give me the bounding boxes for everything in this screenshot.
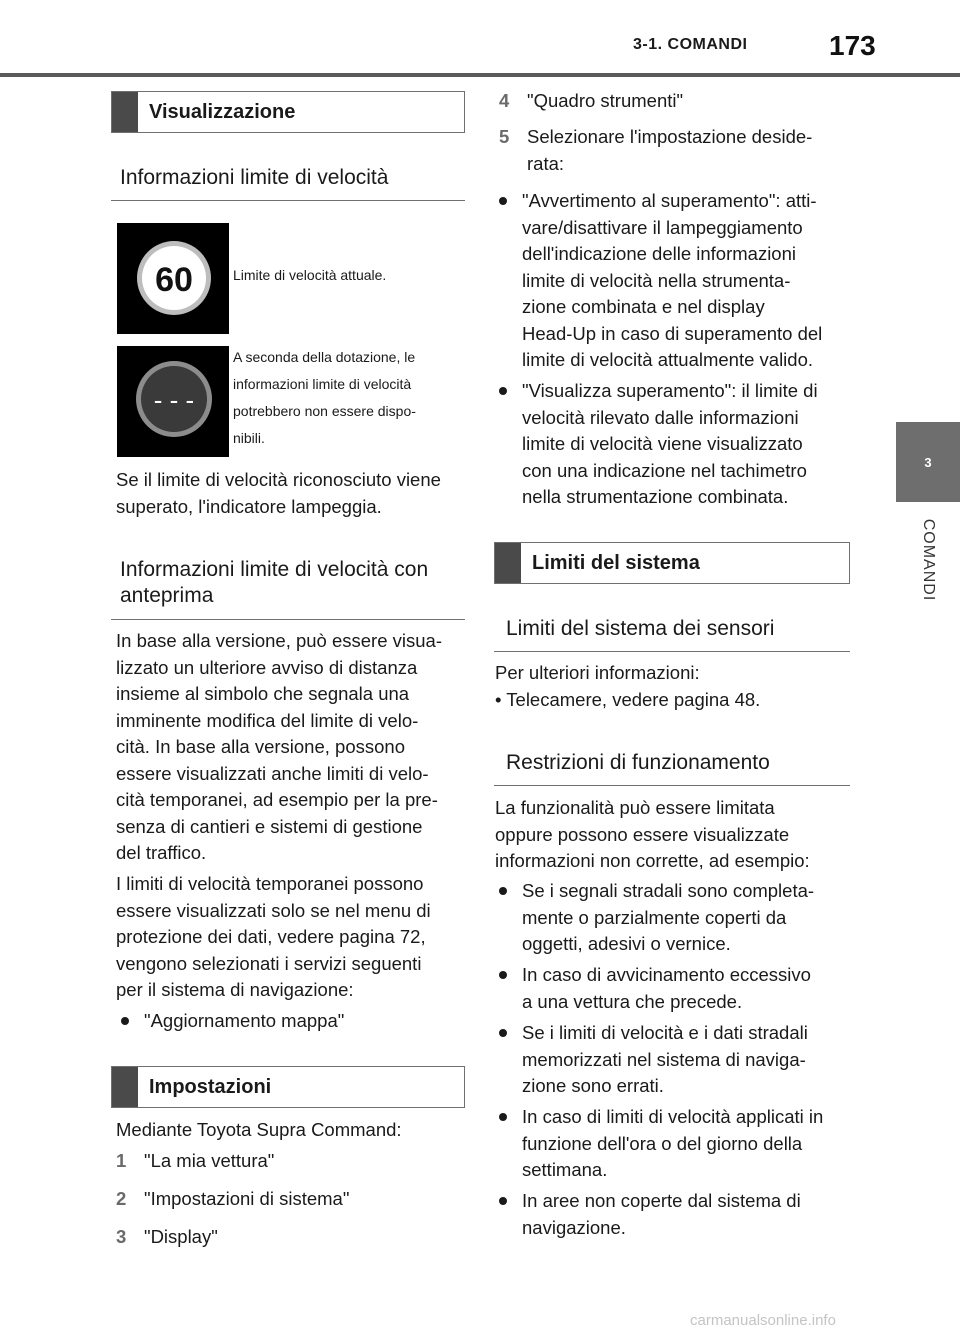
bullet-icon — [499, 971, 507, 979]
subheading-info-limite: Informazioni limite di velocità — [120, 166, 389, 189]
chapter-title: 3-1. COMANDI — [633, 36, 748, 53]
page-number: 173 — [829, 30, 876, 61]
speed-limit-unavailable-image — [117, 346, 229, 457]
section-bar — [495, 543, 521, 583]
bullet-icon — [499, 1113, 507, 1121]
section-bar — [112, 92, 138, 132]
section-title: Visualizzazione — [149, 100, 296, 123]
subheading-sensori: Limiti del sistema dei sensori — [506, 617, 775, 640]
restrizioni-paragraph: La funzionalità può essere limitata oppure possono essere visualizzate informazioni non corrette, ad esempio: — [495, 797, 810, 871]
subheading-anteprima: Informazioni limite di velocità con anteprima — [120, 558, 429, 607]
speed-limit-dashes: - - - — [153, 385, 195, 415]
subheading-rule — [494, 785, 850, 786]
blink-paragraph: Se il limite di velocità riconosciuto viene superato, l'indicatore lampeggia. — [116, 469, 441, 517]
command-intro: Mediante Toyota Supra Command: — [116, 1119, 402, 1140]
subheading-rule — [111, 200, 465, 201]
subheading-rule — [494, 651, 850, 652]
section-title: Impostazioni — [149, 1075, 272, 1098]
bullet-icon — [499, 387, 507, 395]
subheading-rule — [111, 619, 465, 620]
section-visualizzazione — [111, 91, 465, 133]
anteprima-paragraph: In base alla versione, può essere visua- lizzato un ulteriore avviso di distanza insieme al simbolo che segnala una imminente modifica del limite di velo- cità. In base alla versione, possono essere visualizzati anche limiti di velo- cità temporanei, ad esempio per la pre- senza di cantieri e sistemi di gestione del traffico. — [116, 630, 442, 863]
section-impostazioni — [111, 1066, 465, 1108]
bullet-icon — [121, 1017, 129, 1025]
speed-limit-60-caption: Limite di velocità attuale. — [233, 267, 387, 283]
subheading-restrizioni: Restrizioni di funzionamento — [506, 751, 770, 774]
chapter-tab-number: 3 — [924, 454, 932, 470]
header-rule — [0, 73, 960, 77]
watermark: carmanualsonline.info — [690, 1312, 836, 1329]
temporary-limits-paragraph: I limiti di velocità temporanei possono essere visualizzati solo se nel menu di protezione dei dati, vedere pagina 72, vengono selezionati i servizi seguenti per il sistema di navigazione: — [116, 873, 431, 1000]
bullet-icon — [499, 197, 507, 205]
speed-limit-60-image — [117, 223, 229, 334]
speed-limit-unavailable-icon — [117, 346, 229, 457]
chapter-tab — [896, 422, 960, 502]
bullet-icon — [499, 1029, 507, 1037]
speed-limit-value: 60 — [155, 261, 193, 299]
section-limiti — [494, 542, 850, 584]
sensori-paragraph: Per ulteriori informazioni: • Telecamere, vedere pagina 48. — [495, 662, 761, 710]
bullet-icon — [499, 1197, 507, 1205]
chapter-tab-label: COMANDI — [920, 518, 937, 602]
speed-limit-sign-icon — [117, 223, 229, 334]
bullet-icon — [499, 887, 507, 895]
section-title: Limiti del sistema — [532, 551, 700, 574]
section-bar — [112, 1067, 138, 1107]
speed-limit-unavailable-caption: A seconda della dotazione, le informazioni limite di velocità potrebbero non essere dispo- nibili. — [233, 349, 416, 446]
